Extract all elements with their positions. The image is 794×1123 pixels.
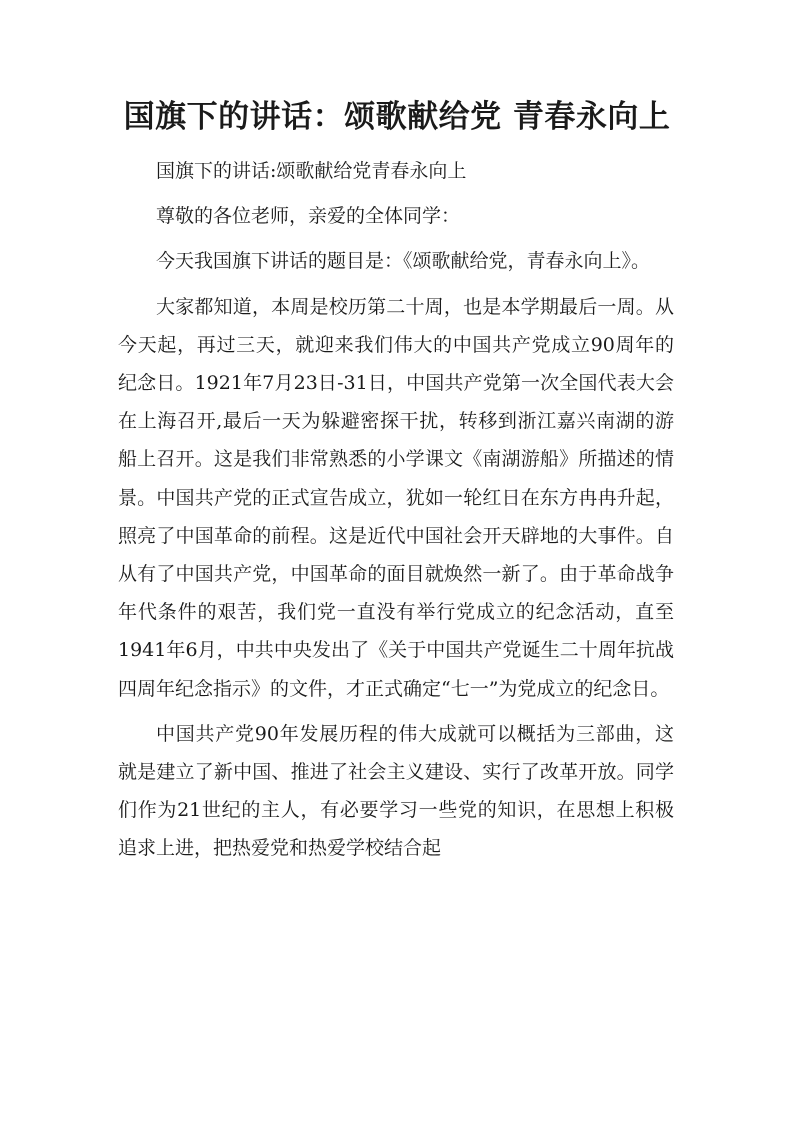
- paragraph-salutation: 尊敬的各位老师，亲爱的全体同学：: [156, 205, 461, 228]
- document-body: [118, 152, 674, 875]
- paragraph-topic: 今天我国旗下讲话的题目是：《颂歌献给党，青春永向上》。: [156, 250, 651, 273]
- paragraph-achievements: 中国共产党90年发展历程的伟大成就可以概括为三部曲，这就是建立了新中国、推进了社会主义建设、实行了改革开放。同学们作为21世纪的主人，有必要学习一些党的知识，在思想上积极追求上进，把热爱党和热爱学校结合起: [118, 722, 674, 860]
- paragraph-subtitle: 国旗下的讲话:颂歌献给党青春永向上: [156, 160, 467, 182]
- paragraph-history: 大家都知道，本周是校历第二十周，也是本学期最后一周。从今天起，再过三天，就迎来我们伟大的中国共产党成立90周年的纪念日。1921年7月23日-31日，中国共产党第一次全国代表大会在上海召开,最后一天为躲避密探干扰，转移到浙江嘉兴南湖的游船上召开。这是我们非常熟悉的小学课文《南湖游船》所描述的情景。中国共产党的正式宣告成立，犹如一轮红日在东方冉冉升起，照亮了中国革命的前程。这是近代中国社会开天辟地的大事件。自从有了中国共产党，中国革命的面目就焕然一新了。由于革命战争年代条件的艰苦，我们党一直没有举行党成立的纪念活动，直至1941年6月，中共中央发出了《关于中国共产党诞生二十周年抗战四周年纪念指示》的文件，才正式确定“七一”为党成立的纪念日。: [118, 295, 674, 700]
- document-title: 国旗下的讲话：颂歌献给党 青春永向上: [123, 99, 671, 135]
